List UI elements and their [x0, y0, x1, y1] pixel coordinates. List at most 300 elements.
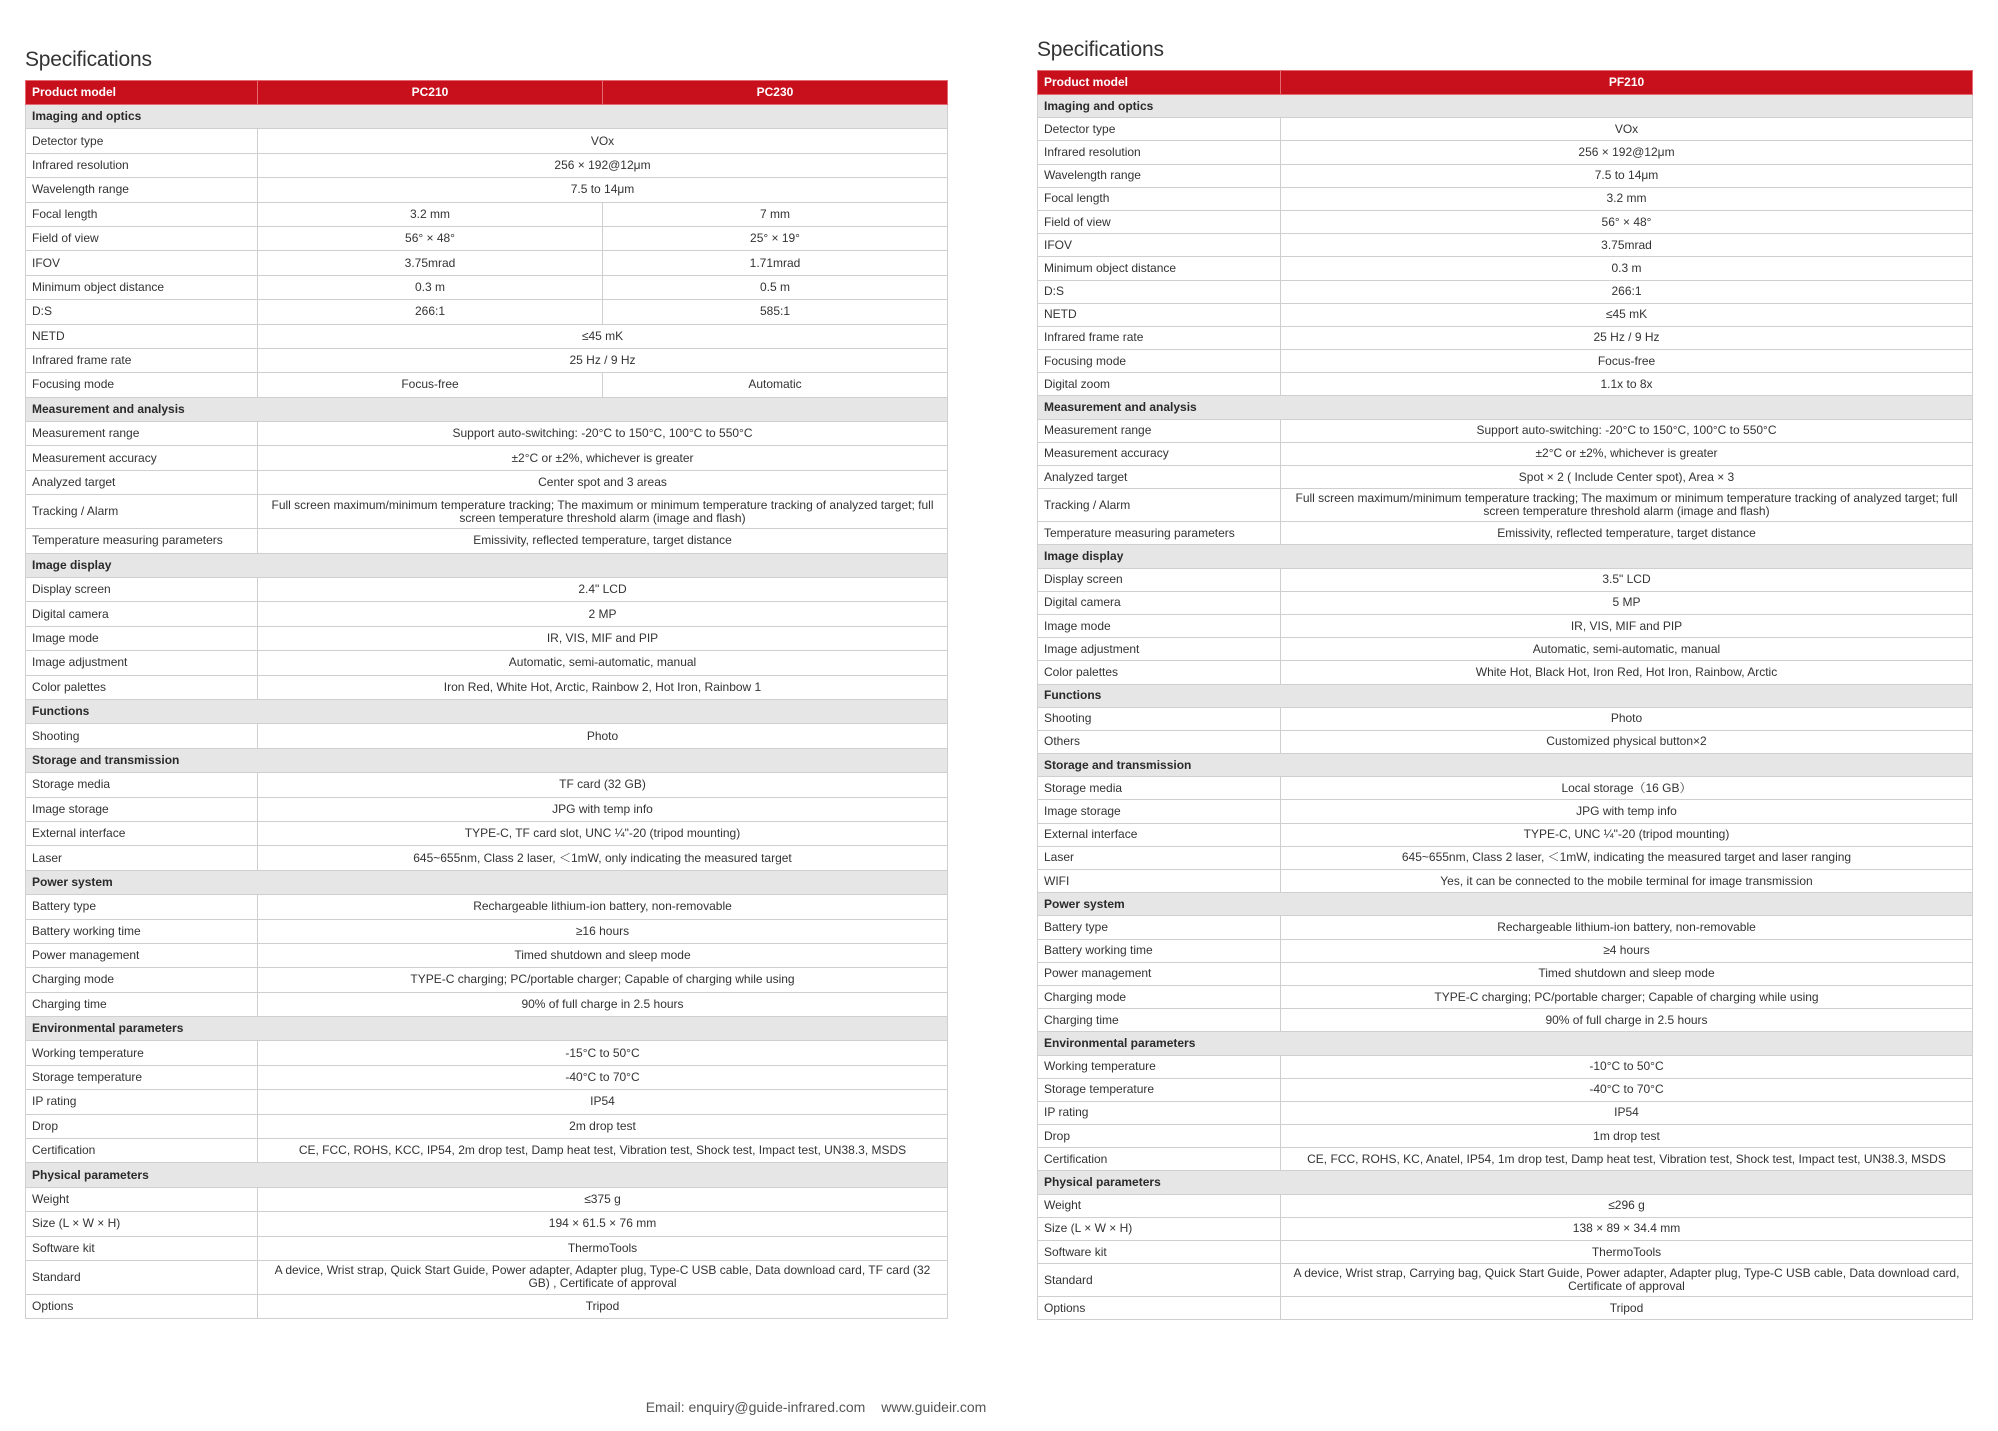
spec-value: CE, FCC, ROHS, KC, Anatel, IP54, 1m drop test, Damp heat test, Vibration test, Shock test, Impact test, UN38.3, MSDS — [1281, 1148, 1973, 1171]
spec-label: Minimum object distance — [26, 275, 258, 299]
spec-label: Image adjustment — [1038, 638, 1281, 661]
spec-label: Working temperature — [1038, 1055, 1281, 1078]
spec-value: CE, FCC, ROHS, KCC, IP54, 2m drop test, Damp heat test, Vibration test, Shock test, Impact test, UN38.3, MSDS — [258, 1139, 948, 1163]
spec-label: Laser — [26, 846, 258, 870]
spec-label: Image storage — [1038, 800, 1281, 823]
spec-label: IFOV — [1038, 234, 1281, 257]
spec-value: A device, Wrist strap, Carrying bag, Quick Start Guide, Power adapter, Adapter plug, Type-C USB cable, Data download card, Certificate of approval — [1281, 1264, 1973, 1297]
section-title: Measurement and analysis — [1038, 396, 1973, 419]
table-row — [26, 1236, 948, 1260]
table-row — [1038, 187, 1973, 210]
footer — [0, 1399, 1632, 1415]
spec-label: Storage media — [1038, 777, 1281, 800]
spec-label: Certification — [26, 1139, 258, 1163]
table-row — [1038, 350, 1973, 373]
spec-label: Image mode — [26, 626, 258, 650]
spec-value: 645~655nm, Class 2 laser, ＜1mW, indicating the measured target and laser ranging — [1281, 846, 1973, 869]
spec-label: Shooting — [26, 724, 258, 748]
spec-value: 90% of full charge in 2.5 hours — [1281, 1009, 1973, 1032]
table-row — [26, 968, 948, 992]
page-title: Specifications — [25, 48, 152, 71]
spec-label: Tracking / Alarm — [26, 495, 258, 529]
spec-value: -40°C to 70°C — [258, 1065, 948, 1089]
spec-value: TF card (32 GB) — [258, 773, 948, 797]
spec-label: Infrared resolution — [26, 153, 258, 177]
spec-value: Automatic — [603, 373, 948, 397]
table-row — [1038, 118, 1973, 141]
spec-label: Analyzed target — [26, 470, 258, 494]
spec-value: White Hot, Black Hot, Iron Red, Hot Iron, Rainbow, Arctic — [1281, 661, 1973, 684]
spec-value: ±2°C or ±2%, whichever is greater — [1281, 442, 1973, 465]
spec-value: Support auto-switching: -20°C to 150°C, 100°C to 550°C — [1281, 419, 1973, 442]
spec-value: 2m drop test — [258, 1114, 948, 1138]
section-row — [1038, 893, 1973, 916]
table-row — [1038, 210, 1973, 233]
table-row — [1038, 522, 1973, 545]
spec-value: Emissivity, reflected temperature, target distance — [258, 529, 948, 553]
table-row — [26, 651, 948, 675]
spec-label: Weight — [26, 1187, 258, 1211]
spec-value: 25 Hz / 9 Hz — [1281, 326, 1973, 349]
spec-value: 1.71mrad — [603, 251, 948, 275]
table-row — [1038, 1194, 1973, 1217]
spec-label: Digital zoom — [1038, 373, 1281, 396]
table-row — [1038, 962, 1973, 985]
spec-label: Storage temperature — [1038, 1078, 1281, 1101]
spec-value: 585:1 — [603, 300, 948, 324]
table-row — [1038, 1125, 1973, 1148]
spec-label: Temperature measuring parameters — [26, 529, 258, 553]
spec-label: Display screen — [1038, 568, 1281, 591]
spec-value: Timed shutdown and sleep mode — [258, 943, 948, 967]
table-row — [26, 226, 948, 250]
spec-label: Wavelength range — [26, 178, 258, 202]
spec-value: Photo — [1281, 707, 1973, 730]
section-row — [26, 397, 948, 421]
spec-label: Battery working time — [1038, 939, 1281, 962]
spec-value: Tripod — [258, 1294, 948, 1318]
table-row — [1038, 916, 1973, 939]
spec-value: 266:1 — [1281, 280, 1973, 303]
spec-value: 0.3 m — [1281, 257, 1973, 280]
table-row — [1038, 257, 1973, 280]
spec-label: Display screen — [26, 578, 258, 602]
spec-label: Certification — [1038, 1148, 1281, 1171]
table-row — [26, 202, 948, 226]
spec-value: IP54 — [1281, 1101, 1973, 1124]
table-row — [1038, 1009, 1973, 1032]
spec-label: IP rating — [26, 1090, 258, 1114]
spec-value: -15°C to 50°C — [258, 1041, 948, 1065]
spec-label: Focal length — [26, 202, 258, 226]
table-row — [26, 992, 948, 1016]
spec-value: Automatic, semi-automatic, manual — [258, 651, 948, 675]
spec-value: 3.75mrad — [1281, 234, 1973, 257]
table-row — [26, 129, 948, 153]
section-title: Power system — [1038, 893, 1973, 916]
spec-label: Working temperature — [26, 1041, 258, 1065]
spec-value: ≥4 hours — [1281, 939, 1973, 962]
table-row — [1038, 870, 1973, 893]
spec-value: Photo — [258, 724, 948, 748]
section-title: Environmental parameters — [26, 1017, 948, 1041]
table-header-row — [26, 81, 948, 105]
table-row — [26, 1139, 948, 1163]
spec-value: TYPE-C, TF card slot, UNC ¼"-20 (tripod mounting) — [258, 821, 948, 845]
table-row — [1038, 614, 1973, 637]
table-row — [26, 797, 948, 821]
table-row — [1038, 777, 1973, 800]
table-row — [1038, 1264, 1973, 1297]
spec-value: 7 mm — [603, 202, 948, 226]
spec-value: Automatic, semi-automatic, manual — [1281, 638, 1973, 661]
table-row — [1038, 800, 1973, 823]
spec-value: 256 × 192@12μm — [1281, 141, 1973, 164]
spec-label: Focal length — [1038, 187, 1281, 210]
spec-label: NETD — [26, 324, 258, 348]
spec-label: Weight — [1038, 1194, 1281, 1217]
spec-value: Center spot and 3 areas — [258, 470, 948, 494]
spec-label: Infrared frame rate — [26, 348, 258, 372]
spec-label: Field of view — [1038, 210, 1281, 233]
table-row — [1038, 466, 1973, 489]
page-title: Specifications — [1037, 38, 1164, 61]
section-title: Functions — [1038, 684, 1973, 707]
table-row — [26, 324, 948, 348]
table-row — [26, 1041, 948, 1065]
table-row — [1038, 326, 1973, 349]
spec-value: A device, Wrist strap, Quick Start Guide, Power adapter, Adapter plug, Type-C USB cable, Data download card, TF card (32 GB) , Certificate of approval — [258, 1260, 948, 1294]
table-row — [1038, 1217, 1973, 1240]
section-row — [26, 1017, 948, 1041]
spec-value: 90% of full charge in 2.5 hours — [258, 992, 948, 1016]
spec-panel-pf210 — [1037, 38, 1972, 1320]
section-row — [26, 748, 948, 772]
spec-label: Power management — [1038, 962, 1281, 985]
spec-label: D:S — [1038, 280, 1281, 303]
spec-label: Storage media — [26, 773, 258, 797]
table-row — [26, 1294, 948, 1318]
section-title: Imaging and optics — [1038, 95, 1973, 118]
spec-value: Full screen maximum/minimum temperature tracking; The maximum or minimum temperature tracking of analyzed target; full screen temperature threshold alarm (image and flash) — [258, 495, 948, 529]
table-row — [1038, 1297, 1973, 1320]
spec-value: 7.5 to 14μm — [258, 178, 948, 202]
section-title: Image display — [26, 553, 948, 577]
section-title: Power system — [26, 870, 948, 894]
table-row — [1038, 1055, 1973, 1078]
table-row — [26, 1260, 948, 1294]
spec-label: Charging mode — [1038, 985, 1281, 1008]
spec-label: Digital camera — [26, 602, 258, 626]
table-row — [1038, 985, 1973, 1008]
table-row — [1038, 164, 1973, 187]
spec-value: Customized physical button×2 — [1281, 730, 1973, 753]
table-row — [1038, 489, 1973, 522]
section-row — [26, 105, 948, 129]
section-row — [1038, 95, 1973, 118]
spec-label: Color palettes — [26, 675, 258, 699]
table-row — [1038, 846, 1973, 869]
spec-label: Battery working time — [26, 919, 258, 943]
table-row — [26, 895, 948, 919]
spec-value: JPG with temp info — [258, 797, 948, 821]
spec-label: Laser — [1038, 846, 1281, 869]
spec-value: 266:1 — [258, 300, 603, 324]
section-row — [1038, 396, 1973, 419]
spec-value: ≤45 mK — [1281, 303, 1973, 326]
table-row — [26, 578, 948, 602]
spec-value: -10°C to 50°C — [1281, 1055, 1973, 1078]
spec-label: External interface — [1038, 823, 1281, 846]
spec-value: 256 × 192@12μm — [258, 153, 948, 177]
spec-value: ThermoTools — [1281, 1241, 1973, 1264]
spec-value: 194 × 61.5 × 76 mm — [258, 1212, 948, 1236]
table-row — [26, 773, 948, 797]
spec-label: Size (L × W × H) — [1038, 1217, 1281, 1240]
spec-value: 25 Hz / 9 Hz — [258, 348, 948, 372]
spec-value: Focus-free — [1281, 350, 1973, 373]
spec-label: Measurement range — [1038, 419, 1281, 442]
spec-label: Tracking / Alarm — [1038, 489, 1281, 522]
section-title: Functions — [26, 699, 948, 723]
spec-label: Analyzed target — [1038, 466, 1281, 489]
spec-value: 0.5 m — [603, 275, 948, 299]
spec-label: Shooting — [1038, 707, 1281, 730]
spec-label: Measurement accuracy — [1038, 442, 1281, 465]
spec-label: Wavelength range — [1038, 164, 1281, 187]
section-row — [26, 553, 948, 577]
spec-value: ±2°C or ±2%, whichever is greater — [258, 446, 948, 470]
spec-value: 3.2 mm — [258, 202, 603, 226]
spec-label: Battery type — [1038, 916, 1281, 939]
section-title: Imaging and optics — [26, 105, 948, 129]
spec-label: Focusing mode — [26, 373, 258, 397]
spec-label: Size (L × W × H) — [26, 1212, 258, 1236]
section-row — [1038, 1171, 1973, 1194]
section-row — [1038, 684, 1973, 707]
table-row — [1038, 939, 1973, 962]
spec-value: Focus-free — [258, 373, 603, 397]
spec-label: NETD — [1038, 303, 1281, 326]
spec-label: Standard — [1038, 1264, 1281, 1297]
spec-value: Yes, it can be connected to the mobile terminal for image transmission — [1281, 870, 1973, 893]
spec-value: 56° × 48° — [1281, 210, 1973, 233]
spec-label: Image adjustment — [26, 651, 258, 675]
spec-label: Standard — [26, 1260, 258, 1294]
spec-label: External interface — [26, 821, 258, 845]
table-row — [1038, 591, 1973, 614]
spec-value: 645~655nm, Class 2 laser, ＜1mW, only indicating the measured target — [258, 846, 948, 870]
table-row — [26, 373, 948, 397]
table-row — [1038, 141, 1973, 164]
footer-email[interactable]: Email: enquiry@guide-infrared.com — [645, 1399, 866, 1415]
spec-value: 56° × 48° — [258, 226, 603, 250]
section-title: Storage and transmission — [1038, 754, 1973, 777]
footer-website[interactable]: www.guideir.com — [881, 1399, 987, 1415]
spec-value: Iron Red, White Hot, Arctic, Rainbow 2, Hot Iron, Rainbow 1 — [258, 675, 948, 699]
spec-value: 1.1x to 8x — [1281, 373, 1973, 396]
spec-value: IR, VIS, MIF and PIP — [258, 626, 948, 650]
table-row — [26, 724, 948, 748]
header-model: PC210 — [258, 81, 603, 105]
table-row — [26, 919, 948, 943]
spec-label: Charging time — [26, 992, 258, 1016]
table-row — [26, 153, 948, 177]
table-row — [1038, 442, 1973, 465]
spec-label: Temperature measuring parameters — [1038, 522, 1281, 545]
spec-label: Detector type — [1038, 118, 1281, 141]
spec-value: 3.75mrad — [258, 251, 603, 275]
spec-value: ≤45 mK — [258, 324, 948, 348]
section-row — [26, 1163, 948, 1187]
section-title: Physical parameters — [1038, 1171, 1973, 1194]
spec-label: Drop — [26, 1114, 258, 1138]
spec-value: 3.5" LCD — [1281, 568, 1973, 591]
header-label: Product model — [1038, 71, 1281, 95]
spec-label: Image storage — [26, 797, 258, 821]
spec-label: Battery type — [26, 895, 258, 919]
spec-value: Tripod — [1281, 1297, 1973, 1320]
table-row — [26, 446, 948, 470]
section-title: Environmental parameters — [1038, 1032, 1973, 1055]
spec-label: Infrared frame rate — [1038, 326, 1281, 349]
table-row — [1038, 730, 1973, 753]
spec-value: -40°C to 70°C — [1281, 1078, 1973, 1101]
table-row — [26, 602, 948, 626]
table-row — [1038, 1241, 1973, 1264]
table-row — [1038, 234, 1973, 257]
spec-label: Minimum object distance — [1038, 257, 1281, 280]
spec-value: 7.5 to 14μm — [1281, 164, 1973, 187]
spec-label: Charging mode — [26, 968, 258, 992]
table-row — [26, 300, 948, 324]
section-title: Image display — [1038, 545, 1973, 568]
table-row — [26, 1114, 948, 1138]
table-row — [26, 251, 948, 275]
spec-value: 1m drop test — [1281, 1125, 1973, 1148]
spec-value: 25° × 19° — [603, 226, 948, 250]
spec-label: Detector type — [26, 129, 258, 153]
spec-value: Rechargeable lithium-ion battery, non-removable — [258, 895, 948, 919]
spec-value: ≥16 hours — [258, 919, 948, 943]
spec-value: Rechargeable lithium-ion battery, non-removable — [1281, 916, 1973, 939]
table-row — [26, 1187, 948, 1211]
table-row — [26, 1212, 948, 1236]
table-row — [26, 470, 948, 494]
header-label: Product model — [26, 81, 258, 105]
spec-value: IR, VIS, MIF and PIP — [1281, 614, 1973, 637]
table-row — [1038, 823, 1973, 846]
spec-value: VOx — [1281, 118, 1973, 141]
spec-label: WIFI — [1038, 870, 1281, 893]
spec-value: 0.3 m — [258, 275, 603, 299]
spec-value: ≤296 g — [1281, 1194, 1973, 1217]
section-title: Measurement and analysis — [26, 397, 948, 421]
spec-value: VOx — [258, 129, 948, 153]
spec-label: Storage temperature — [26, 1065, 258, 1089]
spec-value: Full screen maximum/minimum temperature tracking; The maximum or minimum temperature tracking of analyzed target; full screen temperature threshold alarm (image and flash) — [1281, 489, 1973, 522]
spec-label: Field of view — [26, 226, 258, 250]
table-row — [26, 626, 948, 650]
section-row — [1038, 545, 1973, 568]
spec-label: IP rating — [1038, 1101, 1281, 1124]
table-row — [1038, 638, 1973, 661]
spec-label: Focusing mode — [1038, 350, 1281, 373]
spec-label: Software kit — [26, 1236, 258, 1260]
table-row — [1038, 1078, 1973, 1101]
spec-value: Local storage（16 GB） — [1281, 777, 1973, 800]
section-title: Storage and transmission — [26, 748, 948, 772]
spec-value: 138 × 89 × 34.4 mm — [1281, 1217, 1973, 1240]
table-row — [26, 275, 948, 299]
spec-value: Support auto-switching: -20°C to 150°C, 100°C to 550°C — [258, 422, 948, 446]
spec-table — [1037, 70, 1973, 1320]
spec-label: Options — [26, 1294, 258, 1318]
spec-label: Digital camera — [1038, 591, 1281, 614]
spec-value: TYPE-C charging; PC/portable charger; Capable of charging while using — [258, 968, 948, 992]
header-model: PF210 — [1281, 71, 1973, 95]
spec-value: ≤375 g — [258, 1187, 948, 1211]
section-row — [26, 870, 948, 894]
spec-label: IFOV — [26, 251, 258, 275]
spec-label: Infrared resolution — [1038, 141, 1281, 164]
spec-label: Measurement accuracy — [26, 446, 258, 470]
spec-value: 3.2 mm — [1281, 187, 1973, 210]
spec-value: ThermoTools — [258, 1236, 948, 1260]
spec-label: Color palettes — [1038, 661, 1281, 684]
table-row — [26, 1065, 948, 1089]
spec-value: TYPE-C charging; PC/portable charger; Capable of charging while using — [1281, 985, 1973, 1008]
table-row — [26, 846, 948, 870]
spec-label: Drop — [1038, 1125, 1281, 1148]
spec-value: JPG with temp info — [1281, 800, 1973, 823]
spec-value: 2.4" LCD — [258, 578, 948, 602]
spec-value: 2 MP — [258, 602, 948, 626]
spec-value: Emissivity, reflected temperature, target distance — [1281, 522, 1973, 545]
spec-value: 5 MP — [1281, 591, 1973, 614]
table-row — [26, 529, 948, 553]
table-row — [1038, 303, 1973, 326]
table-row — [26, 821, 948, 845]
table-row — [1038, 419, 1973, 442]
spec-label: Power management — [26, 943, 258, 967]
spec-label: Others — [1038, 730, 1281, 753]
spec-value: Spot × 2 ( Include Center spot), Area × 3 — [1281, 466, 1973, 489]
table-row — [26, 348, 948, 372]
table-row — [1038, 1101, 1973, 1124]
table-row — [1038, 373, 1973, 396]
table-row — [1038, 1148, 1973, 1171]
table-row — [26, 422, 948, 446]
table-row — [26, 943, 948, 967]
spec-value: Timed shutdown and sleep mode — [1281, 962, 1973, 985]
spec-label: Options — [1038, 1297, 1281, 1320]
table-row — [1038, 661, 1973, 684]
section-row — [26, 699, 948, 723]
spec-label: Measurement range — [26, 422, 258, 446]
header-model: PC230 — [603, 81, 948, 105]
table-header-row — [1038, 71, 1973, 95]
spec-table — [25, 80, 948, 1319]
table-row — [1038, 280, 1973, 303]
section-row — [1038, 1032, 1973, 1055]
spec-panel-pc210-pc230 — [25, 48, 947, 1319]
section-title: Physical parameters — [26, 1163, 948, 1187]
spec-value: TYPE-C, UNC ¼"-20 (tripod mounting) — [1281, 823, 1973, 846]
table-row — [26, 178, 948, 202]
spec-label: Software kit — [1038, 1241, 1281, 1264]
table-row — [26, 1090, 948, 1114]
